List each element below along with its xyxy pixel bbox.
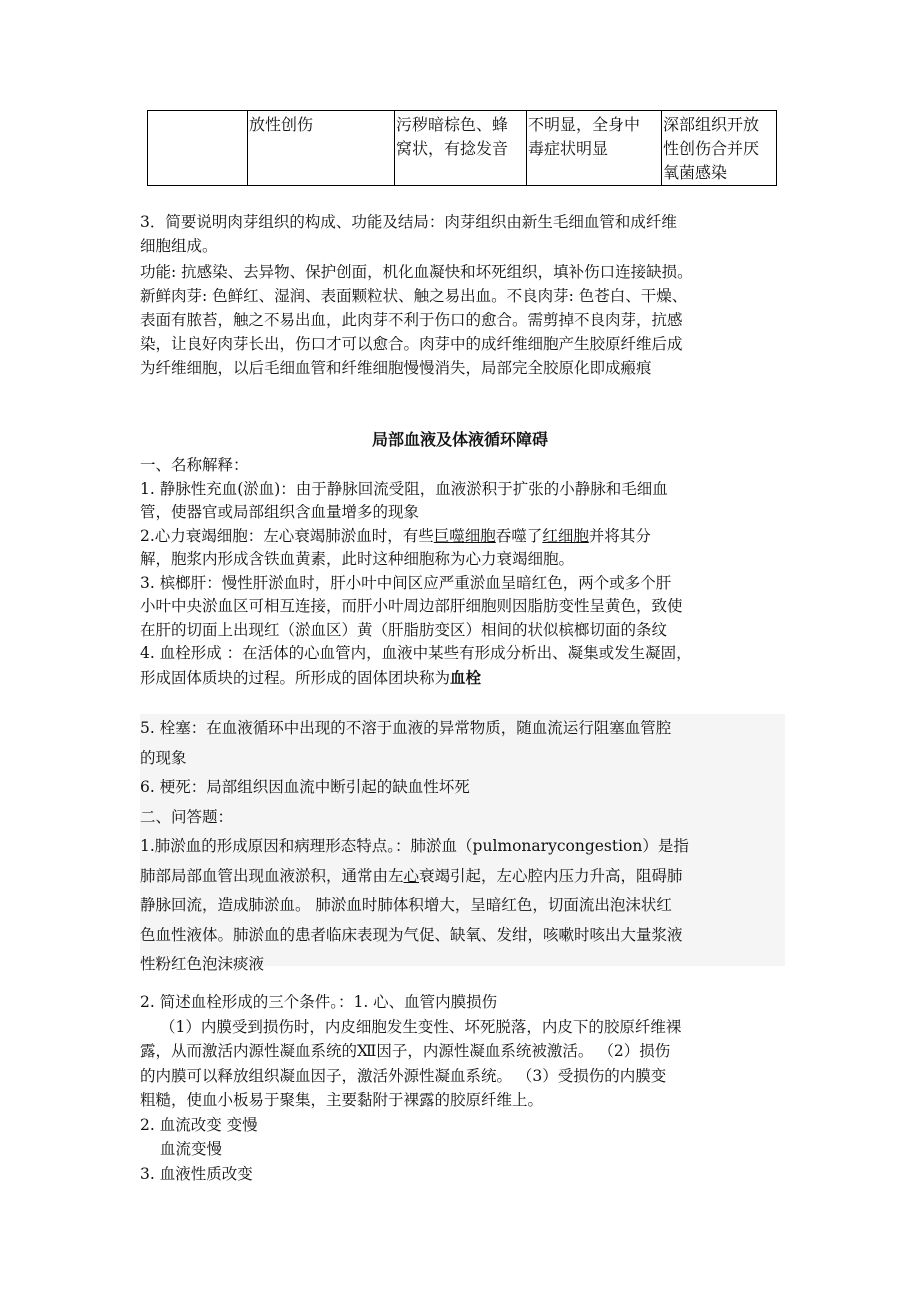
qa-heading: 二、问答题：	[140, 807, 234, 826]
text-line: 色血性液体。肺淤血的患者临床表现为气促、缺氧、发绀，咳嗽时咳出大量浆液	[140, 925, 683, 944]
text-line: 染，让良好肉芽长出，伤口才可以愈合。肉芽中的成纤维细胞产生胶原纤维后成	[140, 335, 683, 353]
text-line: 解，胞浆内形成含铁血黄素，此时这种细胞称为心力衰竭细胞。	[140, 550, 575, 568]
wound-table	[147, 110, 777, 186]
text-line: 功能: 抗感染、去异物、保护创面，机化血凝快和坏死组织，填补伤口连接缺损。	[140, 263, 693, 281]
cell-line: 深部组织开放	[663, 115, 760, 134]
cell-line: 性创伤合并厌	[663, 139, 760, 158]
thrombus-conditions	[140, 990, 785, 1186]
text-line: 管，使器官或局部组织含血量增多的现象	[140, 503, 420, 521]
text-line: 5. 栓塞：在血液循环中出现的不溶于血液的异常物质，随血流运行阻塞血管腔	[140, 719, 672, 737]
cell-line: 窝状，有捻发音	[396, 139, 509, 158]
text-line: 的内膜可以释放组织凝血因子，激活外源性凝血系统。 （3）受损伤的内膜变	[140, 1066, 667, 1085]
table-cell	[527, 111, 662, 186]
text-line	[140, 525, 785, 549]
text-line: 性粉红色泡沫痰液	[140, 955, 265, 973]
bold-term: 血栓	[450, 667, 482, 687]
text-run: 吞噬了	[495, 526, 543, 545]
table-cell	[662, 111, 777, 186]
text-line: 在肝的切面上出现红（淤血区）黄（肝脂肪变区）相间的状似槟榔切面的条纹	[140, 620, 668, 639]
text-line: 4. 血栓形成 ：在活体的心血管内，血液中某些有形成分析出、凝集或发生凝固，	[140, 644, 692, 662]
table-cell	[248, 111, 395, 186]
text-line: 小叶中央淤血区可相互连接，而肝小叶周边部肝细胞则因脂肪变性呈黄色，致使	[140, 597, 683, 615]
cell-line: 放性创伤	[249, 115, 314, 134]
cell-line: 毒症状明显	[528, 139, 609, 158]
text-line: 粗糙，使血小板易于聚集，主要黏附于裸露的胶原纤维上。	[140, 1091, 544, 1109]
underlined-term: 红细胞	[542, 526, 589, 545]
text-line: 细胞组成。	[140, 237, 218, 255]
text-line	[140, 666, 785, 691]
text-line: 3．简要说明肉芽组织的构成、功能及结局：肉芽组织由新生毛细血管和成纤维	[140, 213, 677, 231]
cell-line: 污秽暗棕色、蜂	[396, 115, 509, 134]
underlined-term: 巨噬细胞	[433, 526, 496, 545]
text-line: 3. 血液性质改变	[140, 1164, 253, 1183]
table-cell	[148, 111, 248, 186]
cell-line: 不明显，全身中	[528, 115, 641, 134]
text-line: 静脉回流，造成肺淤血。 肺淤血时肺体积增大，呈暗红色，切面流出泡沫状红	[140, 896, 672, 914]
text-line: 血流变慢	[160, 1140, 223, 1158]
text-line	[140, 862, 785, 892]
table-cell	[395, 111, 527, 186]
text-run: 形成固体质块的过程。所形成的固体团块称为	[140, 668, 451, 687]
section-title: 局部血液及体液循环障碍	[371, 430, 548, 449]
text-line: 1. 静脉性充血(淤血)：由于静脉回流受阻，血液淤积于扩张的小静脉和毛细血	[140, 479, 668, 498]
text-line: 2. 血流改变 变慢	[140, 1115, 258, 1134]
text-line: 3. 槟榔肝：慢性肝淤血时，肝小叶中间区应严重淤血呈暗红色，两个或多个肝	[140, 573, 672, 592]
text-line: （1）内膜受到损伤时，内皮细胞发生变性、坏死脱落，内皮下的胶原纤维裸	[160, 1017, 682, 1036]
text-run: 衰竭引起，左心腔内压力升高，阻碍肺	[419, 866, 683, 885]
text-line: 表面有脓苔，触之不易出血，此肉芽不利于伤口的愈合。需剪掉不良肉芽，抗感	[140, 311, 683, 329]
text-run: 并将其分	[588, 526, 651, 545]
text-line: 新鲜肉芽: 色鲜红、湿润、表面颗粒状、触之易出血。不良肉芽: 色苍白、干燥、	[140, 287, 688, 305]
text-line: 的现象	[140, 748, 187, 767]
text-line: 2. 简述血栓形成的三个条件。：1. 心、血管内膜损伤	[140, 993, 498, 1011]
granulation-function	[140, 260, 785, 380]
text-line: 1.肺淤血的形成原因和病理形态特点。：肺淤血（pulmonarycongestion）是指	[140, 837, 689, 855]
text-run: 2.心力衰竭细胞：左心衰竭肺淤血时，有些	[140, 526, 434, 545]
definitions-heading: 一、名称解释：	[140, 456, 249, 474]
text-line: 6. 梗死：局部组织因血流中断引起的缺血性坏死	[140, 778, 470, 796]
granulation-question	[140, 210, 785, 258]
text-line: 为纤维细胞，以后毛细血管和纤维细胞慢慢消失，局部完全胶原化即成瘢痕	[140, 359, 652, 377]
definitions-block	[140, 454, 785, 690]
underlined-term: 心	[403, 866, 420, 885]
table-row	[148, 111, 777, 186]
text-line: 露，从而激活内源性凝血系统的Ⅻ因子，内源性凝血系统被激活。 （2）损伤	[140, 1042, 671, 1060]
highlighted-block	[140, 714, 785, 980]
text-run: 肺部局部血管出现血液淤积，通常由左	[140, 866, 404, 885]
cell-line: 氧菌感染	[663, 163, 728, 182]
